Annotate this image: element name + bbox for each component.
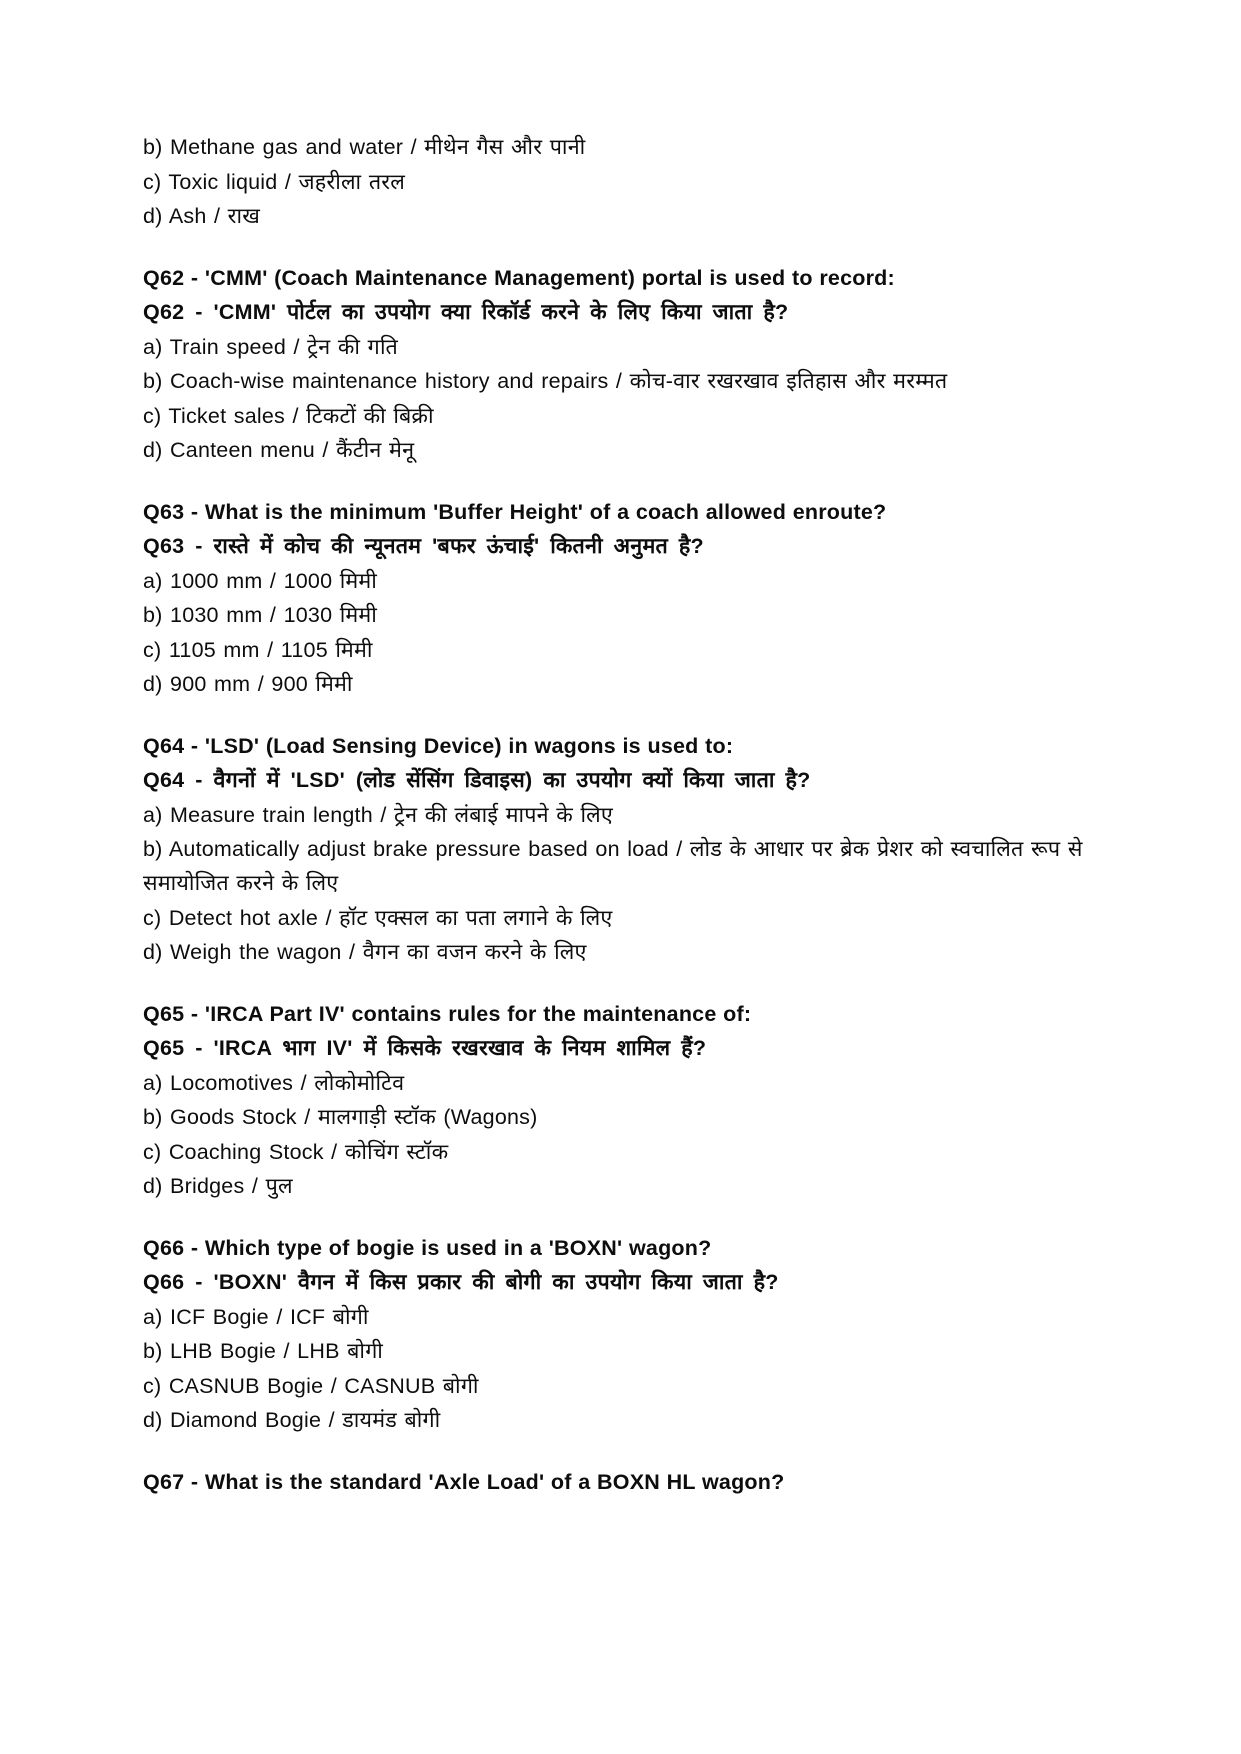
option-item: d) 900 mm / 900 मिमी: [143, 672, 353, 696]
option-item: a) ICF Bogie / ICF बोगी: [143, 1304, 369, 1329]
option-item: a) Measure train length / ट्रेन की लंबाई मापने के लिए: [143, 802, 613, 827]
question-prompt-en: Q63 - What is the minimum 'Buffer Height' of a coach allowed enroute?: [143, 499, 887, 524]
section-spacer: [143, 1438, 1101, 1465]
option-item: b) Automatically adjust brake pressure based on load / लोड के आधार पर ब्रेक प्रेशर को स्वचालित रूप से समायोजित करने के लिए: [143, 837, 1083, 895]
option-item: c) Coaching Stock / कोचिंग स्टॉक: [143, 1139, 449, 1164]
option-item: b) Goods Stock / मालगाड़ी स्टॉक (Wagons): [143, 1105, 538, 1129]
question-block-q67: [143, 1465, 1101, 1499]
question-prompt-en: Q62 - 'CMM' (Coach Maintenance Management) portal is used to record:: [143, 265, 895, 290]
question-prompt-hi: Q66 - 'BOXN' वैगन में किस प्रकार की बोगी का उपयोग किया जाता है?: [143, 1270, 779, 1294]
question-prompt-hi: Q62 - 'CMM' पोर्टल का उपयोग क्या रिकॉर्ड करने के लिए किया जाता है?: [143, 300, 789, 324]
section-spacer: [143, 1204, 1101, 1231]
question-prompt-en: Q65 - 'IRCA Part IV' contains rules for the maintenance of:: [143, 1001, 752, 1026]
page-content: [143, 130, 1101, 1499]
option-item: c) Detect hot axle / हॉट एक्सल का पता लगाने के लिए: [143, 905, 613, 930]
question-block-q65: [143, 997, 1101, 1204]
option-item: b) LHB Bogie / LHB बोगी: [143, 1339, 384, 1363]
option-item: c) CASNUB Bogie / CASNUB बोगी: [143, 1373, 479, 1398]
section-spacer: [143, 702, 1101, 729]
question-block-q64: [143, 729, 1101, 970]
option-item: c) Toxic liquid / जहरीला तरल: [143, 169, 406, 194]
option-item: a) Locomotives / लोकोमोटिव: [143, 1070, 405, 1095]
option-item: d) Bridges / पुल: [143, 1174, 293, 1198]
option-item: c) Ticket sales / टिकटों की बिक्री: [143, 403, 434, 428]
section-spacer: [143, 970, 1101, 997]
section-spacer: [143, 234, 1101, 261]
question-prompt-en: Q64 - 'LSD' (Load Sensing Device) in wagons is used to:: [143, 733, 734, 758]
section-spacer: [143, 468, 1101, 495]
question-block-q66: [143, 1231, 1101, 1438]
option-item: d) Canteen menu / कैंटीन मेनू: [143, 438, 415, 462]
option-item: d) Weigh the wagon / वैगन का वजन करने के लिए: [143, 940, 587, 964]
option-item: b) 1030 mm / 1030 मिमी: [143, 603, 378, 627]
option-item: a) Train speed / ट्रेन की गति: [143, 334, 398, 359]
option-item: c) 1105 mm / 1105 मिमी: [143, 637, 373, 662]
question-block-q63: [143, 495, 1101, 702]
question-prompt-hi: Q64 - वैगनों में 'LSD' (लोड सेंसिंग डिवाइस) का उपयोग क्यों किया जाता है?: [143, 768, 811, 792]
carryover-options-block: [143, 130, 1101, 233]
option-item: d) Ash / राख: [143, 204, 261, 228]
option-item: d) Diamond Bogie / डायमंड बोगी: [143, 1408, 441, 1432]
option-item: a) 1000 mm / 1000 मिमी: [143, 568, 378, 593]
question-prompt-hi: Q63 - रास्ते में कोच की न्यूनतम 'बफर ऊंचाई' कितनी अनुमत है?: [143, 534, 704, 558]
question-prompt-hi: Q65 - 'IRCA भाग IV' में किसके रखरखाव के नियम शामिल हैं?: [143, 1036, 707, 1060]
option-item: b) Methane gas and water / मीथेन गैस और पानी: [143, 135, 586, 159]
option-item: b) Coach-wise maintenance history and repairs / कोच-वार रखरखाव इतिहास और मरम्मत: [143, 369, 948, 393]
question-prompt-en: Q66 - Which type of bogie is used in a 'BOXN' wagon?: [143, 1235, 712, 1260]
question-prompt-en: Q67 - What is the standard 'Axle Load' of a BOXN HL wagon?: [143, 1469, 785, 1494]
question-block-q62: [143, 261, 1101, 468]
